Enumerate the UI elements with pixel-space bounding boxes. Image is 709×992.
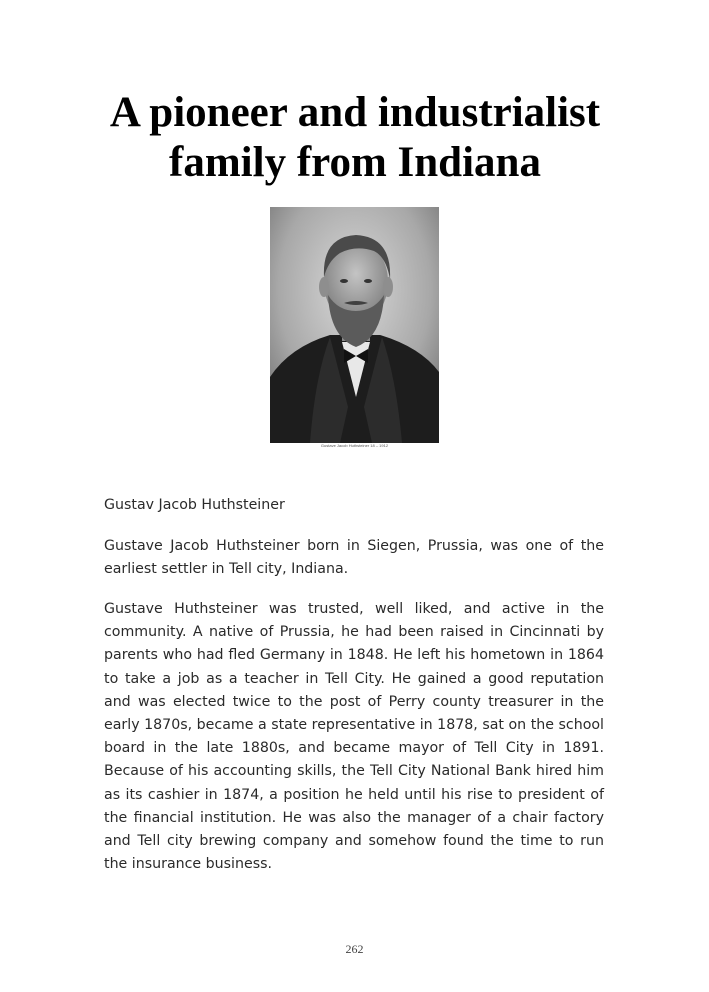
portrait-illustration bbox=[270, 207, 439, 443]
title-line-2: family from Indiana bbox=[169, 139, 541, 186]
subject-name: Gustav Jacob Huthsteiner bbox=[104, 497, 285, 513]
title-line-1: A pioneer and industrialist bbox=[109, 89, 601, 136]
portrait-caption: Gustave Jacob Huthsteiner 18 – 1912 bbox=[320, 443, 389, 448]
portrait-photo bbox=[270, 207, 439, 443]
page-number: 262 bbox=[345, 942, 364, 956]
paragraph-intro: Gustave Jacob Huthsteiner born in Siegen, Prussia, was one of the earliest settler in Tell city, Indiana. bbox=[104, 538, 604, 578]
page-title bbox=[60, 88, 650, 188]
paragraph-biography: Gustave Huthsteiner was trusted, well liked, and active in the community. A native of Prussia, he had been raised in Cincinnati by parents who had fled Germany in 1848. He left his hometown in 1864 to take a job as a teacher in Tell City. He gained a good reputation and was elected twice to the post of Perry county treasurer in the early 1870s, became a state representative in 1878, sat on the school board in the late 1880s, and became mayor of Tell City in 1891. Because of his accounting skills, the Tell City National Bank hired him as its cashier in 1874, a position he held until his rise to president of the financial institution. He was also the manager of a chair factory and Tell city brewing company and somehow found the time to run the insurance business. bbox=[104, 601, 604, 873]
